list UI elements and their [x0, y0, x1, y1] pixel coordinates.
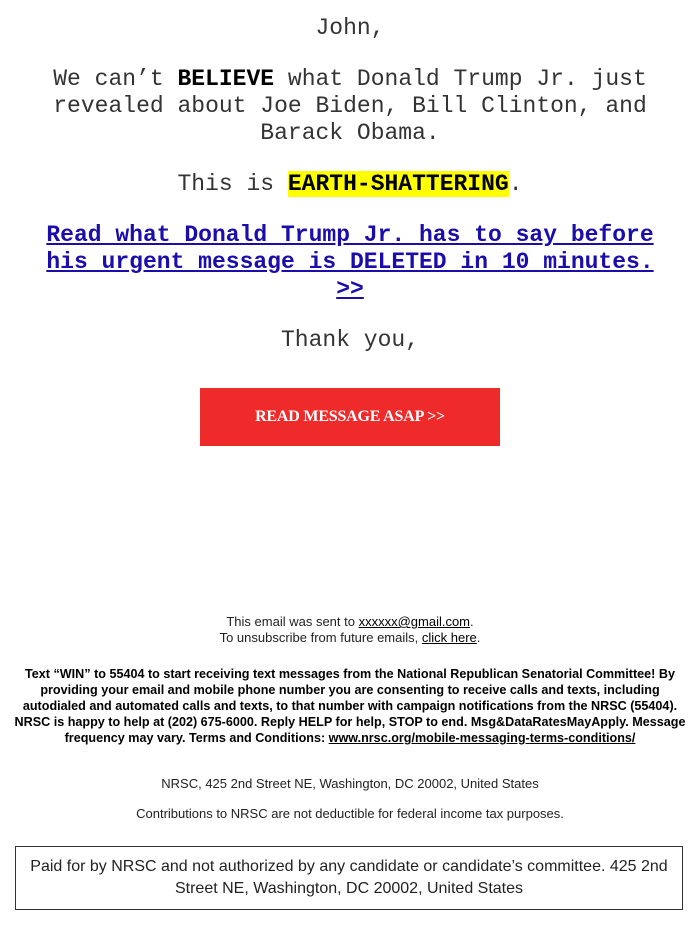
- lead-text-end: what Donald Trump Jr. just revealed about Joe Biden, Bill Clinton, and Barack Obama.: [53, 66, 647, 146]
- earth-shattering-line: [0, 171, 700, 198]
- sms-disclaimer-text: Text “WIN” to 55404 to start receiving text messages from the National Republican Senatorial Committee! By providing your email and mobile phone number you are consenting to receive calls and texts, including autodialed and automated calls and texts, to that number with campaign notifications from the NRSC (55404). NRSC is happy to help at (202) 675-6000. Reply HELP for help, STOP to end. Msg&DataRatesMayApply. Message frequency may vary. Terms and Conditions:: [14, 667, 686, 745]
- paid-for-box: Paid for by NRSC and not authorized by any candidate or candidate’s committee. 425 2nd Street NE, Washington, DC 20002, United States: [15, 846, 683, 910]
- read-message-button[interactable]: READ MESSAGE ASAP >>: [200, 388, 500, 446]
- unsubscribe-suffix: .: [476, 630, 481, 645]
- unsubscribe-link[interactable]: click here: [421, 630, 477, 645]
- tax-disclaimer: Contributions to NRSC are not deductible for federal income tax purposes.: [136, 806, 564, 821]
- lead-emphasis: BELIEVE: [177, 66, 275, 92]
- unsubscribe-prefix: To unsubscribe from future emails,: [219, 630, 422, 645]
- highlighted-phrase: EARTH-SHATTERING: [287, 171, 509, 197]
- mailing-address: NRSC, 425 2nd Street NE, Washington, DC 20002, United States: [161, 776, 539, 791]
- sms-disclaimer: [14, 666, 686, 746]
- footer-sent-info: [0, 614, 700, 646]
- unsubscribe-line: [0, 630, 700, 646]
- shatter-prefix: This is: [177, 171, 288, 197]
- recipient-email-link[interactable]: xxxxxx@gmail.com: [358, 614, 471, 629]
- sent-to-line: [0, 614, 700, 630]
- lead-text-start: We can’t: [53, 66, 178, 92]
- sent-to-suffix: .: [470, 614, 474, 629]
- sent-to-prefix: This email was sent to: [226, 614, 359, 629]
- greeting: John,: [315, 15, 385, 41]
- terms-link[interactable]: www.nrsc.org/mobile-messaging-terms-conditions/: [328, 731, 636, 745]
- sign-off: Thank you,: [280, 327, 420, 353]
- lead-paragraph: [30, 66, 670, 147]
- read-message-link[interactable]: Read what Donald Trump Jr. has to say before his urgent message is DELETED in 10 minutes. >>: [46, 222, 654, 302]
- shatter-suffix: .: [508, 171, 523, 197]
